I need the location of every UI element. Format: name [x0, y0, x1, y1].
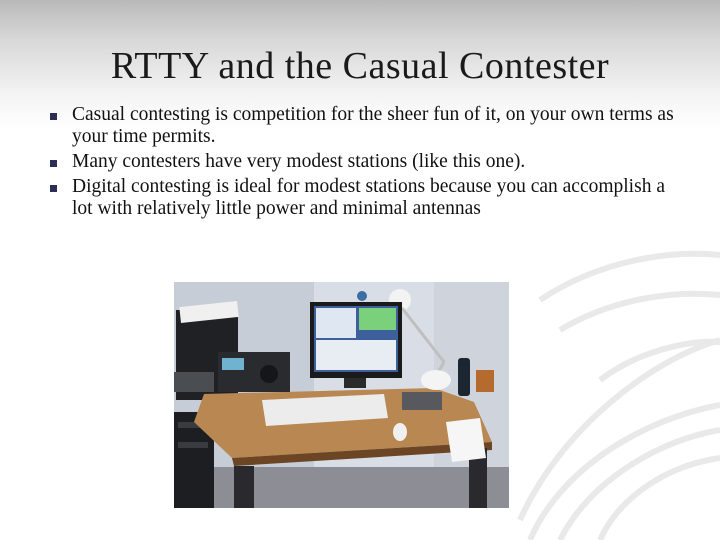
- bullet-item: [50, 104, 690, 148]
- bullet-item: [50, 176, 690, 220]
- square-bullet-icon: [50, 113, 57, 120]
- bullet-item: [50, 151, 690, 173]
- bullet-list: [50, 104, 690, 223]
- station-photo: [174, 282, 509, 508]
- square-bullet-icon: [50, 160, 57, 167]
- slide-title: RTTY and the Casual Contester: [110, 45, 610, 87]
- square-bullet-icon: [50, 185, 57, 192]
- bullet-text: Many contesters have very modest stations (like this one).: [72, 151, 526, 172]
- bullet-text: Casual contesting is competition for the sheer fun of it, on your own terms as your time permits.: [72, 104, 674, 147]
- bullet-text: Digital contesting is ideal for modest stations because you can accomplish a lot with relatively little power and minimal antennas: [72, 176, 665, 219]
